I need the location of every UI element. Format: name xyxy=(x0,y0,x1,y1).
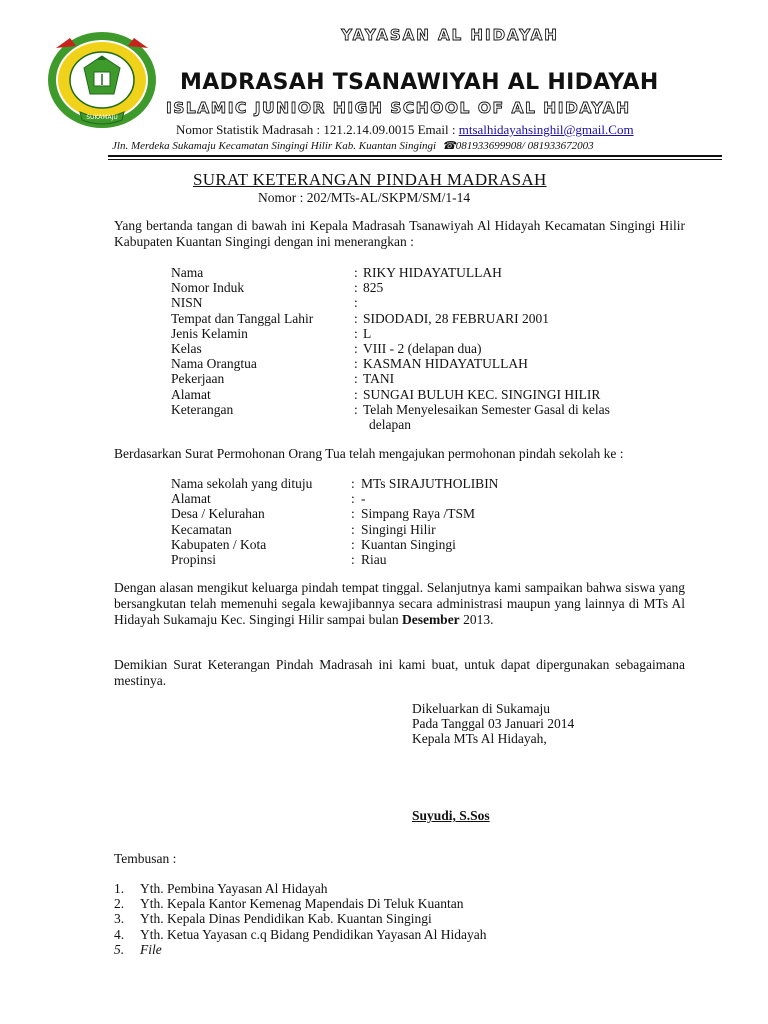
reason-year: 2013. xyxy=(459,612,494,627)
cc-text: Yth. Kepala Kantor Kemenag Mapendais Di Teluk Kuantan xyxy=(140,896,464,912)
reason-paragraph xyxy=(114,580,685,628)
cc-text: Yth. Kepala Dinas Pendidikan Kab. Kuantan Singingi xyxy=(140,911,432,927)
reason-month: Desember xyxy=(401,612,460,627)
school-logo xyxy=(46,30,158,130)
cc-item xyxy=(114,881,327,897)
field-value: VIII - 2 (delapan dua) xyxy=(363,341,482,356)
cc-label: Tembusan : xyxy=(114,851,177,866)
intro-paragraph: Yang bertanda tangan di bawah ini Kepala Madrasah Tsanawiyah Al Hidayah Kecamatan Singingi Hilir Kabupaten Kuantan Singingi dengan ini menerangkan : xyxy=(114,218,685,249)
document-title: SURAT KETERANGAN PINDAH MADRASAH xyxy=(193,170,547,189)
field-colon: : xyxy=(354,310,358,326)
phone-icon: ☎ xyxy=(442,140,456,152)
field-colon: : xyxy=(354,280,358,296)
field-value: Singingi Hilir xyxy=(361,521,436,537)
field-value: - xyxy=(361,491,366,507)
cc-number: 4. xyxy=(114,926,125,942)
field-label: Nama xyxy=(171,265,204,280)
field-value: RIKY HIDAYATULLAH xyxy=(363,265,502,280)
issued-date: Pada Tanggal 03 Januari 2014 xyxy=(412,716,575,731)
cc-number: 5. xyxy=(114,941,125,957)
school-name: MADRASAH TSANAWIYAH AL HIDAYAH xyxy=(180,70,659,95)
cc-text: Yth. Pembina Yayasan Al Hidayah xyxy=(140,881,328,896)
cc-number: 1. xyxy=(114,881,125,896)
signer-name: Suyudi, S.Sos xyxy=(412,808,490,823)
field-label: Alamat xyxy=(171,386,211,402)
field-label: Nama Orangtua xyxy=(171,356,257,372)
field-value: Telah Menyelesaikan Semester Gasal di kelas xyxy=(363,401,610,417)
field-label: Keterangan xyxy=(171,401,234,417)
phone-number: 081933699908/ 081933672003 xyxy=(455,140,594,152)
cc-item xyxy=(114,942,162,958)
field-label: Desa / Kelurahan xyxy=(171,506,265,522)
field-colon: : xyxy=(354,325,358,341)
field-label: Tempat dan Tanggal Lahir xyxy=(171,310,314,326)
field-value: TANI xyxy=(363,371,395,387)
field-value: MTs SIRAJUTHOLIBIN xyxy=(361,476,499,491)
field-colon: : xyxy=(354,341,358,356)
field-label: Kecamatan xyxy=(171,521,232,537)
document-number: Nomor : 202/MTs-AL/SKPM/SM/1-14 xyxy=(258,190,471,205)
field-label: Nama sekolah yang dituju xyxy=(171,476,313,491)
field-colon: : xyxy=(354,401,358,417)
field-label: Pekerjaan xyxy=(171,371,225,387)
cc-number: 3. xyxy=(114,911,125,927)
field-colon: : xyxy=(351,476,355,491)
field-value-continued: delapan xyxy=(369,416,411,432)
field-label: NISN xyxy=(171,295,203,311)
field-value: Simpang Raya /TSM xyxy=(361,506,475,522)
school-name-english: ISLAMIC JUNIOR HIGH SCHOOL OF AL HIDAYAH xyxy=(166,99,631,117)
cc-text: Yth. Ketua Yayasan c.q Bidang Pendidikan Yayasan Al Hidayah xyxy=(140,926,487,942)
field-colon: : xyxy=(351,552,355,567)
field-value: SIDODADI, 28 FEBRUARI 2001 xyxy=(363,310,550,326)
closing-paragraph: Demikian Surat Keterangan Pindah Madrasah ini kami buat, untuk dapat dipergunakan sebagaimana mestinya. xyxy=(114,657,685,688)
field-colon: : xyxy=(354,371,358,387)
field-value: L xyxy=(363,325,372,341)
cc-item xyxy=(114,896,463,912)
field-colon: : xyxy=(351,521,355,537)
field-label: Kabupaten / Kota xyxy=(171,536,267,552)
field-colon: : xyxy=(354,295,358,311)
logo-text: SUKAMAJU xyxy=(86,114,118,121)
school-statistic-number xyxy=(176,122,634,138)
field-label: Propinsi xyxy=(171,552,217,567)
field-colon: : xyxy=(354,386,358,402)
reason-text: Dengan alasan mengikut keluarga pindah tempat tinggal. Selanjutnya kami sampaikan bahwa siswa yang bersangkutan telah memenuhi segala kewajibannya secara administrasi maupun yang lainnya di MTs Al Hidayah Sukamaju Kec. Singingi Hilir sampai bulan xyxy=(114,580,685,627)
school-address xyxy=(112,139,594,152)
cc-number: 2. xyxy=(114,896,125,912)
header-divider-thin xyxy=(108,159,722,160)
field-colon: : xyxy=(354,265,358,280)
cc-text: File xyxy=(140,941,162,957)
field-value: SUNGAI BULUH KEC. SINGINGI HILIR xyxy=(363,386,601,402)
issued-place: Dikeluarkan di Sukamaju xyxy=(412,701,550,716)
field-value: Kuantan Singingi xyxy=(361,536,456,552)
field-colon: : xyxy=(354,356,358,372)
field-label: Nomor Induk xyxy=(171,280,245,296)
field-label: Kelas xyxy=(171,341,202,356)
request-paragraph: Berdasarkan Surat Permohonan Orang Tua telah mengajukan permohonan pindah sekolah ke : xyxy=(114,446,624,461)
cc-item xyxy=(114,911,432,927)
foundation-name: YAYASAN AL HIDAYAH xyxy=(341,26,559,44)
field-label: Jenis Kelamin xyxy=(171,325,248,341)
address-text: Jln. Merdeka Sukamaju Kecamatan Singingi Hilir Kab. Kuantan Singingi xyxy=(112,140,437,152)
field-colon: : xyxy=(351,491,355,507)
field-value: KASMAN HIDAYATULLAH xyxy=(363,356,528,372)
field-colon: : xyxy=(351,506,355,522)
cc-item xyxy=(114,927,486,943)
issuer-title: Kepala MTs Al Hidayah, xyxy=(412,731,547,746)
field-colon: : xyxy=(351,536,355,552)
field-label: Alamat xyxy=(171,491,211,507)
nsm-label: Nomor Statistik Madrasah : 121.2.14.09.0015 Email : xyxy=(176,122,459,137)
field-value: 825 xyxy=(363,280,384,296)
header-divider-thick xyxy=(108,155,722,157)
field-value: Riau xyxy=(361,552,387,567)
email-link[interactable]: mtsalhidayahsinghil@gmail.Com xyxy=(458,122,634,137)
